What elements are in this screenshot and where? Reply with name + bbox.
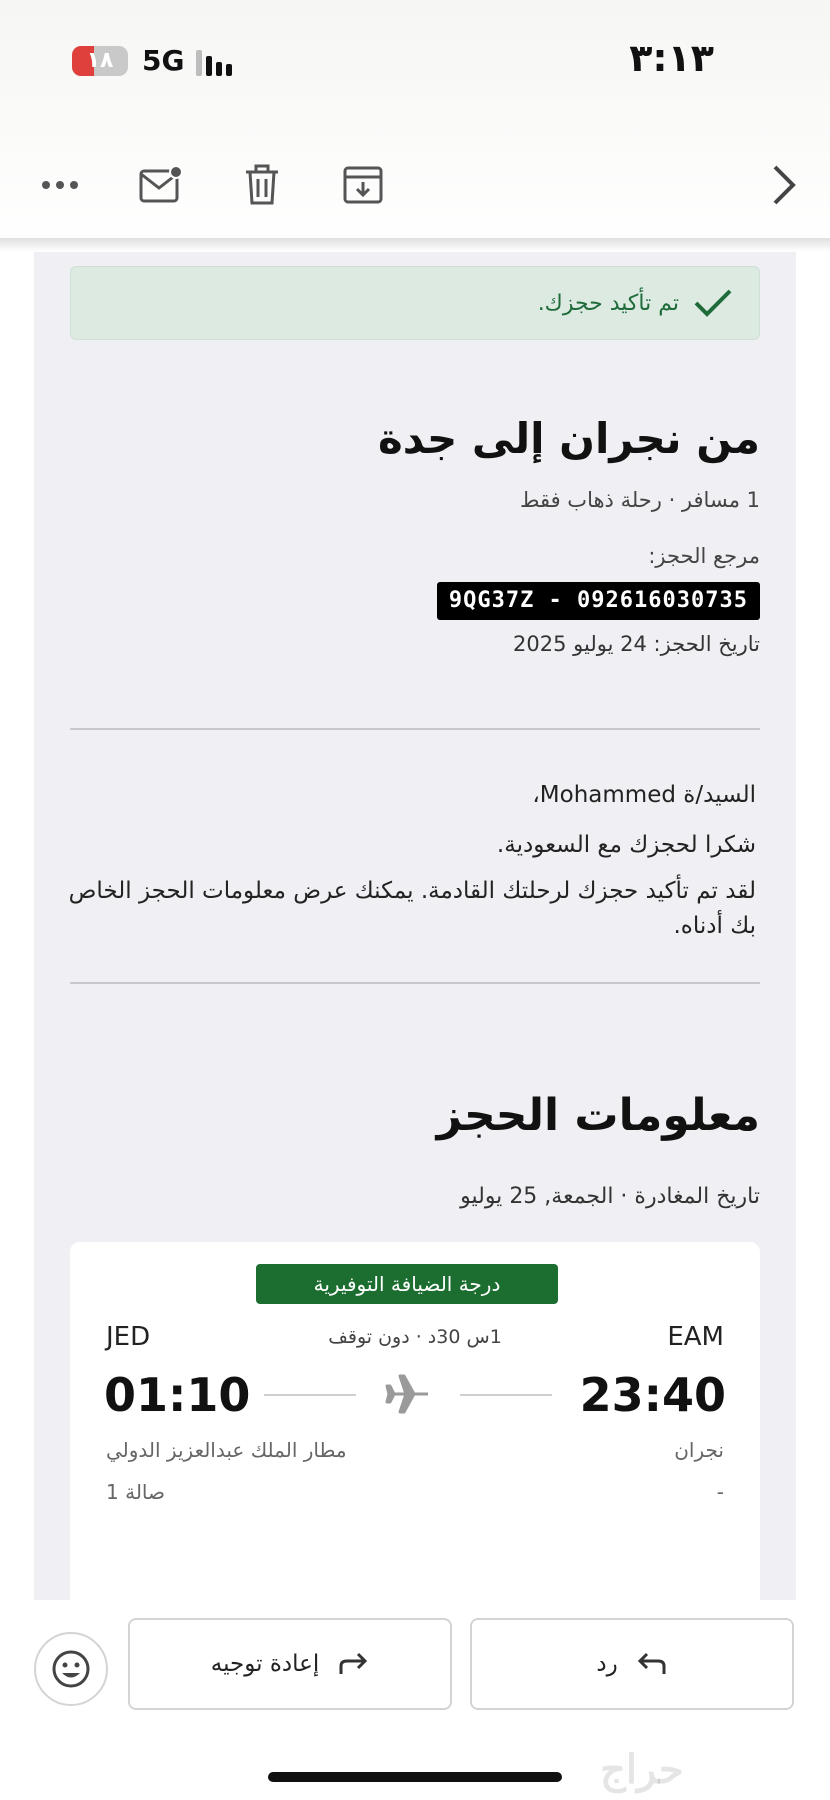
section-divider: [70, 728, 760, 730]
forward-button[interactable]: [128, 1618, 452, 1710]
chevron-right-icon: [771, 163, 797, 207]
route-line-right: [460, 1394, 552, 1396]
route-title: من نجران إلى جدة: [377, 414, 760, 463]
destination-code: JED: [106, 1322, 151, 1352]
trip-summary: 1 مسافر · رحلة ذهاب فقط: [520, 488, 760, 512]
destination-airport: مطار الملك عبدالعزيز الدولي: [106, 1438, 347, 1462]
greeting-body: لقد تم تأكيد حجزك لرحلتك القادمة. يمكنك عرض معلومات الحجز الخاص بك أدناه.: [68, 878, 756, 939]
departure-date: تاريخ المغادرة · الجمعة, 25 يوليو: [460, 1184, 760, 1209]
reference-label: مرجع الحجز:: [648, 544, 760, 568]
section-divider: [70, 982, 760, 984]
arrival-time: 01:10: [104, 1368, 251, 1422]
clock: ٣:١٣: [629, 36, 714, 80]
forward-label: إعادة توجيه: [210, 1651, 320, 1677]
destination-terminal: صالة 1: [106, 1480, 165, 1504]
booking-details-title: معلومات الحجز: [436, 1090, 760, 1141]
email-toolbar: [0, 150, 830, 220]
departure-time: 23:40: [579, 1368, 726, 1422]
more-icon: [40, 179, 80, 191]
fare-class-badge: درجة الضيافة التوفيرية: [256, 1264, 558, 1304]
smiley-icon: [51, 1649, 91, 1689]
mark-unread-icon: [138, 165, 184, 205]
confirmation-banner: [70, 266, 760, 340]
booking-date: تاريخ الحجز: 24 يوليو 2025: [513, 632, 760, 656]
email-content[interactable]: [34, 252, 796, 1600]
flight-card: [70, 1242, 760, 1600]
confirmation-text: تم تأكيد حجزك.: [537, 290, 679, 316]
reply-arrow-icon: [636, 1652, 668, 1676]
action-bar: [0, 1600, 830, 1800]
toolbar-shadow: [0, 238, 830, 252]
checkmark-icon: [693, 287, 733, 319]
origin-terminal: -: [716, 1480, 724, 1504]
watermark: حراج: [600, 1746, 684, 1793]
route-line-left: [264, 1394, 356, 1396]
network-type: 5G: [142, 44, 185, 77]
reply-button[interactable]: [470, 1618, 794, 1710]
plane-icon: [384, 1370, 432, 1418]
top-area: [0, 0, 830, 245]
origin-airport: نجران: [674, 1438, 724, 1462]
more-button[interactable]: [30, 150, 90, 220]
reply-label: رد: [596, 1651, 618, 1677]
next-message-button[interactable]: [754, 150, 814, 220]
greeting-salutation: السيد/ة Mohammed،: [532, 782, 756, 808]
home-indicator[interactable]: [268, 1772, 562, 1782]
booking-reference[interactable]: 9QG37Z - 092616030735: [437, 582, 760, 620]
delete-button[interactable]: [232, 150, 292, 220]
flight-duration: 1س 30د · دون توقف: [328, 1326, 502, 1348]
archive-icon: [342, 164, 384, 206]
reaction-button[interactable]: [34, 1632, 108, 1706]
battery-indicator: [72, 46, 128, 76]
greeting-thanks: شكرا لحجزك مع السعودية.: [496, 832, 756, 858]
origin-code: EAM: [667, 1322, 724, 1352]
battery-level: ١٨: [86, 48, 114, 73]
trash-icon: [242, 164, 282, 206]
archive-button[interactable]: [333, 150, 393, 220]
signal-icon: [196, 50, 238, 76]
status-bar: [0, 0, 830, 120]
mark-unread-button[interactable]: [131, 150, 191, 220]
forward-arrow-icon: [337, 1652, 369, 1676]
